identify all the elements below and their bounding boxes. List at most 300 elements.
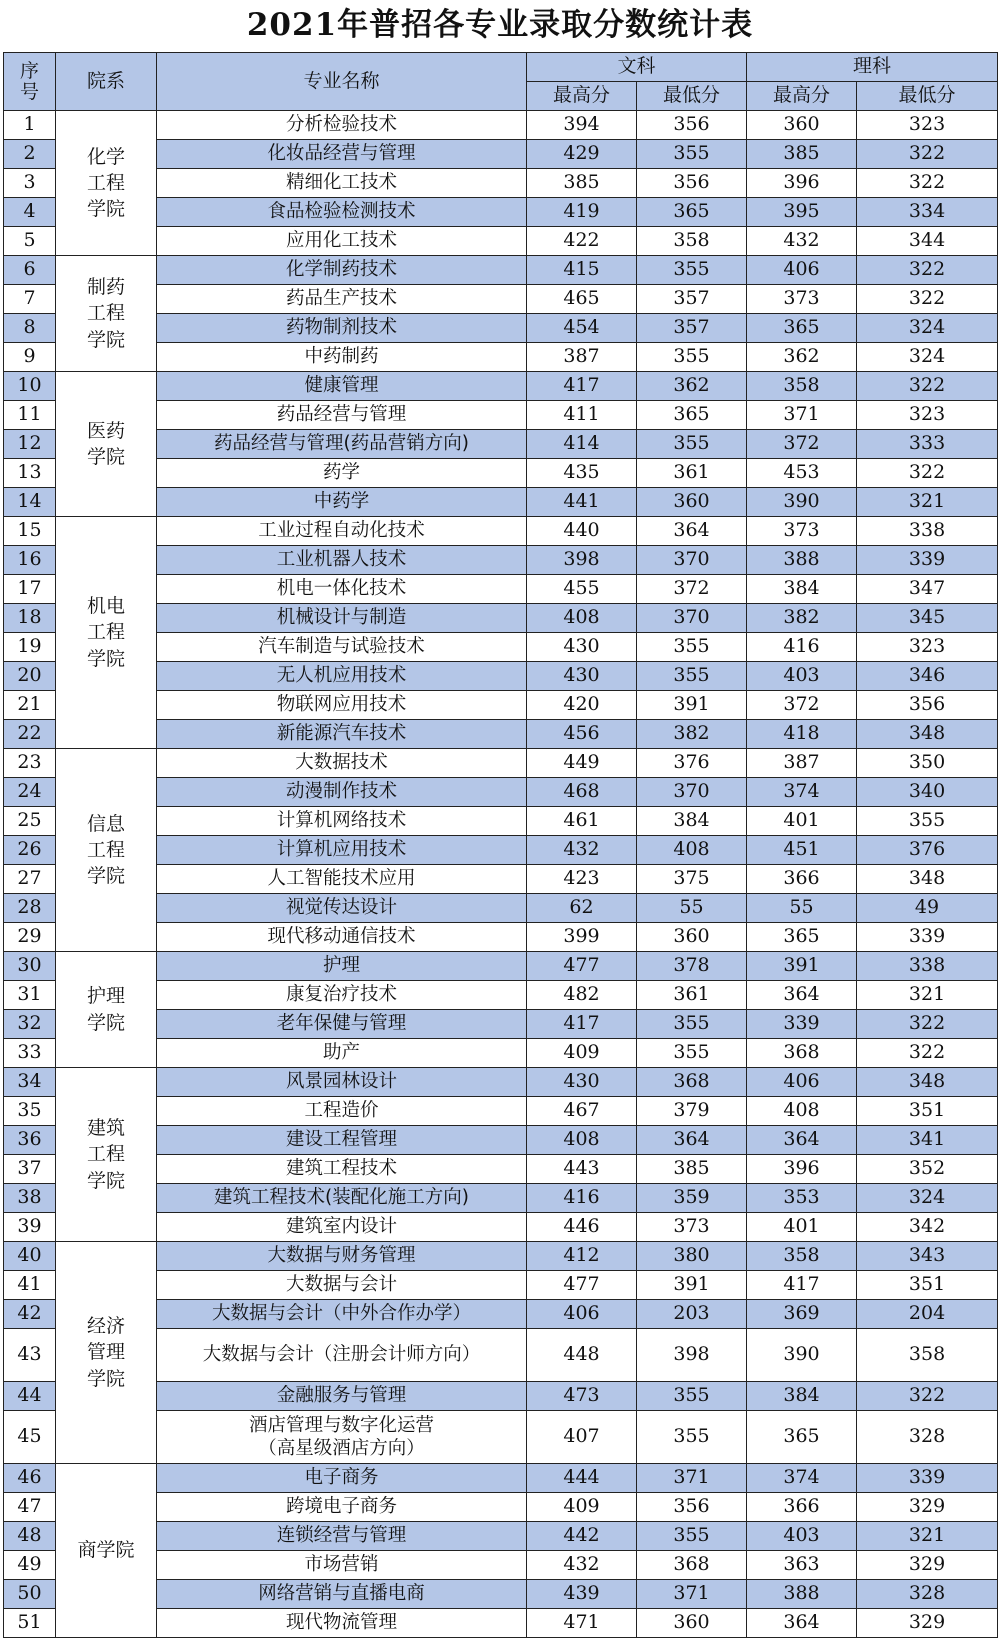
arts-max-cell: 471 — [527, 1609, 637, 1638]
seq-cell: 22 — [4, 720, 56, 749]
page-title: 2021年普招各专业录取分数统计表 — [246, 7, 754, 43]
major-cell: 现代物流管理 — [157, 1609, 527, 1638]
arts-max-cell: 394 — [527, 111, 637, 140]
arts-min-cell: 360 — [637, 488, 747, 517]
dept-cell — [56, 952, 157, 1068]
dept-name: 信息工程学院 — [86, 812, 125, 888]
major-cell: 物联网应用技术 — [157, 691, 527, 720]
arts-max-cell: 409 — [527, 1493, 637, 1522]
header-arts-min: 最低分 — [637, 82, 747, 111]
arts-max-cell: 385 — [527, 169, 637, 198]
major-cell: 现代移动通信技术 — [157, 923, 527, 952]
science-max-cell: 371 — [747, 401, 857, 430]
science-min-cell: 351 — [857, 1097, 998, 1126]
science-min-cell: 338 — [857, 517, 998, 546]
dept-cell — [56, 256, 157, 372]
seq-cell: 26 — [4, 836, 56, 865]
seq-cell: 10 — [4, 372, 56, 401]
table-row — [4, 111, 998, 140]
arts-min-cell: 373 — [637, 1213, 747, 1242]
arts-min-cell: 364 — [637, 1126, 747, 1155]
arts-max-cell: 467 — [527, 1097, 637, 1126]
arts-min-cell: 355 — [637, 1382, 747, 1411]
science-min-cell: 346 — [857, 662, 998, 691]
major-cell: 建筑工程技术 — [157, 1155, 527, 1184]
arts-min-cell: 370 — [637, 546, 747, 575]
science-min-cell: 49 — [857, 894, 998, 923]
seq-cell: 41 — [4, 1271, 56, 1300]
seq-cell: 35 — [4, 1097, 56, 1126]
table-body — [4, 111, 998, 1638]
seq-cell: 1 — [4, 111, 56, 140]
science-max-cell: 364 — [747, 1609, 857, 1638]
arts-min-cell: 360 — [637, 1609, 747, 1638]
science-min-cell: 351 — [857, 1271, 998, 1300]
major-cell: 食品检验检测技术 — [157, 198, 527, 227]
science-max-cell: 384 — [747, 575, 857, 604]
science-min-cell: 348 — [857, 1068, 998, 1097]
seq-cell: 40 — [4, 1242, 56, 1271]
science-max-cell: 403 — [747, 1522, 857, 1551]
science-max-cell: 388 — [747, 1580, 857, 1609]
table-row — [4, 749, 998, 778]
arts-max-cell: 414 — [527, 430, 637, 459]
major-cell: 健康管理 — [157, 372, 527, 401]
seq-cell: 5 — [4, 227, 56, 256]
science-min-cell: 345 — [857, 604, 998, 633]
arts-max-cell: 62 — [527, 894, 637, 923]
arts-min-cell: 356 — [637, 1493, 747, 1522]
science-max-cell: 360 — [747, 111, 857, 140]
science-min-cell: 322 — [857, 1382, 998, 1411]
science-max-cell: 339 — [747, 1010, 857, 1039]
science-min-cell: 324 — [857, 343, 998, 372]
science-max-cell: 368 — [747, 1039, 857, 1068]
science-max-cell: 365 — [747, 1411, 857, 1464]
science-min-cell: 321 — [857, 981, 998, 1010]
arts-min-cell: 355 — [637, 343, 747, 372]
arts-min-cell: 355 — [637, 662, 747, 691]
major-cell: 工业过程自动化技术 — [157, 517, 527, 546]
science-max-cell: 365 — [747, 314, 857, 343]
seq-cell: 44 — [4, 1382, 56, 1411]
header-arts: 文科 — [527, 53, 747, 82]
seq-cell: 38 — [4, 1184, 56, 1213]
arts-min-cell: 384 — [637, 807, 747, 836]
seq-cell: 34 — [4, 1068, 56, 1097]
science-max-cell: 384 — [747, 1382, 857, 1411]
science-max-cell: 358 — [747, 372, 857, 401]
arts-max-cell: 477 — [527, 952, 637, 981]
science-max-cell: 364 — [747, 981, 857, 1010]
dept-name: 经济管理学院 — [86, 1315, 125, 1390]
arts-max-cell: 468 — [527, 778, 637, 807]
major-cell: 中药制药 — [157, 343, 527, 372]
major-cell: 应用化工技术 — [157, 227, 527, 256]
header-major: 专业名称 — [157, 53, 527, 111]
arts-min-cell: 355 — [637, 633, 747, 662]
major-cell: 大数据与会计（中外合作办学） — [157, 1300, 527, 1329]
arts-max-cell: 439 — [527, 1580, 637, 1609]
dept-cell — [56, 749, 157, 952]
arts-max-cell: 444 — [527, 1464, 637, 1493]
major-cell: 药品生产技术 — [157, 285, 527, 314]
arts-max-cell: 443 — [527, 1155, 637, 1184]
science-min-cell: 342 — [857, 1213, 998, 1242]
dept-name: 商学院 — [77, 1539, 135, 1562]
major-cell: 建筑室内设计 — [157, 1213, 527, 1242]
arts-min-cell: 365 — [637, 198, 747, 227]
science-min-cell: 322 — [857, 169, 998, 198]
arts-min-cell: 362 — [637, 372, 747, 401]
arts-max-cell: 420 — [527, 691, 637, 720]
arts-max-cell: 435 — [527, 459, 637, 488]
arts-min-cell: 378 — [637, 952, 747, 981]
seq-cell: 32 — [4, 1010, 56, 1039]
arts-max-cell: 398 — [527, 546, 637, 575]
science-min-cell: 204 — [857, 1300, 998, 1329]
science-max-cell: 374 — [747, 1464, 857, 1493]
dept-name: 化学工程学院 — [86, 145, 125, 221]
major-cell: 护理 — [157, 952, 527, 981]
arts-min-cell: 376 — [637, 749, 747, 778]
arts-min-cell: 375 — [637, 865, 747, 894]
dept-cell — [56, 111, 157, 256]
science-max-cell: 362 — [747, 343, 857, 372]
major-cell: 助产 — [157, 1039, 527, 1068]
major-cell: 市场营销 — [157, 1551, 527, 1580]
arts-min-cell: 368 — [637, 1068, 747, 1097]
science-max-cell: 55 — [747, 894, 857, 923]
seq-cell: 13 — [4, 459, 56, 488]
major-cell: 精细化工技术 — [157, 169, 527, 198]
science-max-cell: 403 — [747, 662, 857, 691]
science-max-cell: 406 — [747, 256, 857, 285]
science-min-cell: 322 — [857, 372, 998, 401]
dept-name: 医药学院 — [86, 419, 125, 468]
science-min-cell: 358 — [857, 1329, 998, 1382]
seq-cell: 51 — [4, 1609, 56, 1638]
table-row — [4, 372, 998, 401]
arts-min-cell: 355 — [637, 140, 747, 169]
seq-cell: 12 — [4, 430, 56, 459]
arts-min-cell: 364 — [637, 517, 747, 546]
seq-cell: 11 — [4, 401, 56, 430]
major-cell: 汽车制造与试验技术 — [157, 633, 527, 662]
seq-cell: 21 — [4, 691, 56, 720]
science-min-cell: 323 — [857, 401, 998, 430]
score-table — [3, 52, 998, 1638]
arts-min-cell: 355 — [637, 1039, 747, 1068]
major-cell: 工业机器人技术 — [157, 546, 527, 575]
arts-max-cell: 446 — [527, 1213, 637, 1242]
science-max-cell: 372 — [747, 430, 857, 459]
science-min-cell: 376 — [857, 836, 998, 865]
arts-max-cell: 448 — [527, 1329, 637, 1382]
seq-cell: 33 — [4, 1039, 56, 1068]
science-max-cell: 374 — [747, 778, 857, 807]
major-cell: 网络营销与直播电商 — [157, 1580, 527, 1609]
header-science: 理科 — [747, 53, 998, 82]
arts-min-cell: 370 — [637, 778, 747, 807]
science-min-cell: 323 — [857, 633, 998, 662]
arts-max-cell: 432 — [527, 1551, 637, 1580]
seq-cell: 30 — [4, 952, 56, 981]
arts-min-cell: 55 — [637, 894, 747, 923]
science-max-cell: 417 — [747, 1271, 857, 1300]
seq-cell: 7 — [4, 285, 56, 314]
science-min-cell: 322 — [857, 140, 998, 169]
arts-max-cell: 408 — [527, 604, 637, 633]
seq-cell: 2 — [4, 140, 56, 169]
science-max-cell: 395 — [747, 198, 857, 227]
arts-min-cell: 355 — [637, 1010, 747, 1039]
science-max-cell: 418 — [747, 720, 857, 749]
arts-max-cell: 454 — [527, 314, 637, 343]
major-cell: 药学 — [157, 459, 527, 488]
table-row — [4, 952, 998, 981]
science-min-cell: 352 — [857, 1155, 998, 1184]
science-max-cell: 373 — [747, 285, 857, 314]
major-cell: 机械设计与制造 — [157, 604, 527, 633]
seq-cell: 43 — [4, 1329, 56, 1382]
science-min-cell: 347 — [857, 575, 998, 604]
arts-max-cell: 430 — [527, 1068, 637, 1097]
arts-min-cell: 360 — [637, 923, 747, 952]
major-cell: 药品经营与管理(药品营销方向) — [157, 430, 527, 459]
arts-max-cell: 415 — [527, 256, 637, 285]
arts-min-cell: 355 — [637, 1411, 747, 1464]
science-max-cell: 385 — [747, 140, 857, 169]
arts-min-cell: 355 — [637, 430, 747, 459]
seq-cell: 42 — [4, 1300, 56, 1329]
dept-cell — [56, 517, 157, 749]
arts-max-cell: 409 — [527, 1039, 637, 1068]
science-min-cell: 350 — [857, 749, 998, 778]
science-min-cell: 348 — [857, 865, 998, 894]
seq-cell: 29 — [4, 923, 56, 952]
science-max-cell: 390 — [747, 488, 857, 517]
science-min-cell: 339 — [857, 1464, 998, 1493]
dept-cell — [56, 372, 157, 517]
science-max-cell: 406 — [747, 1068, 857, 1097]
science-min-cell: 338 — [857, 952, 998, 981]
arts-min-cell: 355 — [637, 256, 747, 285]
science-max-cell: 358 — [747, 1242, 857, 1271]
seq-cell: 28 — [4, 894, 56, 923]
science-min-cell: 344 — [857, 227, 998, 256]
arts-min-cell: 379 — [637, 1097, 747, 1126]
science-min-cell: 324 — [857, 314, 998, 343]
major-cell: 大数据与会计（注册会计师方向） — [157, 1329, 527, 1382]
major-cell: 视觉传达设计 — [157, 894, 527, 923]
science-max-cell: 382 — [747, 604, 857, 633]
dept-cell — [56, 1242, 157, 1464]
science-min-cell: 356 — [857, 691, 998, 720]
major-cell: 中药学 — [157, 488, 527, 517]
seq-cell: 39 — [4, 1213, 56, 1242]
science-min-cell: 343 — [857, 1242, 998, 1271]
science-min-cell: 339 — [857, 923, 998, 952]
arts-min-cell: 357 — [637, 285, 747, 314]
seq-cell: 3 — [4, 169, 56, 198]
table-row — [4, 517, 998, 546]
major-cell: 老年保健与管理 — [157, 1010, 527, 1039]
science-max-cell: 390 — [747, 1329, 857, 1382]
major-cell: 建设工程管理 — [157, 1126, 527, 1155]
seq-cell: 16 — [4, 546, 56, 575]
major-cell: 康复治疗技术 — [157, 981, 527, 1010]
science-min-cell: 333 — [857, 430, 998, 459]
science-max-cell: 408 — [747, 1097, 857, 1126]
arts-min-cell: 370 — [637, 604, 747, 633]
science-min-cell: 329 — [857, 1493, 998, 1522]
arts-max-cell: 429 — [527, 140, 637, 169]
science-max-cell: 401 — [747, 1213, 857, 1242]
science-max-cell: 365 — [747, 923, 857, 952]
arts-min-cell: 372 — [637, 575, 747, 604]
science-min-cell: 340 — [857, 778, 998, 807]
science-min-cell: 322 — [857, 285, 998, 314]
arts-max-cell: 473 — [527, 1382, 637, 1411]
arts-max-cell: 461 — [527, 807, 637, 836]
science-min-cell: 322 — [857, 1039, 998, 1068]
seq-cell: 45 — [4, 1411, 56, 1464]
major-cell: 大数据技术 — [157, 749, 527, 778]
science-min-cell: 322 — [857, 256, 998, 285]
dept-name: 护理学院 — [86, 985, 125, 1034]
science-max-cell: 388 — [747, 546, 857, 575]
science-max-cell: 401 — [747, 807, 857, 836]
science-min-cell: 355 — [857, 807, 998, 836]
arts-min-cell: 361 — [637, 981, 747, 1010]
major-cell: 工程造价 — [157, 1097, 527, 1126]
dept-cell — [56, 1464, 157, 1638]
science-min-cell: 329 — [857, 1551, 998, 1580]
dept-name: 建筑工程学院 — [86, 1117, 125, 1192]
seq-cell: 37 — [4, 1155, 56, 1184]
science-min-cell: 334 — [857, 198, 998, 227]
science-min-cell: 339 — [857, 546, 998, 575]
arts-max-cell: 477 — [527, 1271, 637, 1300]
science-min-cell: 328 — [857, 1411, 998, 1464]
science-min-cell: 322 — [857, 459, 998, 488]
major-cell: 人工智能技术应用 — [157, 865, 527, 894]
seq-cell: 19 — [4, 633, 56, 662]
science-max-cell: 372 — [747, 691, 857, 720]
seq-cell: 48 — [4, 1522, 56, 1551]
seq-cell: 9 — [4, 343, 56, 372]
arts-min-cell: 361 — [637, 459, 747, 488]
major-cell: 无人机应用技术 — [157, 662, 527, 691]
arts-min-cell: 380 — [637, 1242, 747, 1271]
header-science-max: 最高分 — [747, 82, 857, 111]
science-min-cell: 324 — [857, 1184, 998, 1213]
arts-min-cell: 398 — [637, 1329, 747, 1382]
arts-max-cell: 432 — [527, 836, 637, 865]
arts-min-cell: 371 — [637, 1580, 747, 1609]
science-max-cell: 353 — [747, 1184, 857, 1213]
major-cell: 建筑工程技术(装配化施工方向) — [157, 1184, 527, 1213]
seq-cell: 4 — [4, 198, 56, 227]
major-cell: 酒店管理与数字化运营 （高星级酒店方向） — [157, 1411, 527, 1464]
arts-max-cell: 412 — [527, 1242, 637, 1271]
arts-max-cell: 423 — [527, 865, 637, 894]
seq-cell: 27 — [4, 865, 56, 894]
arts-min-cell: 358 — [637, 227, 747, 256]
arts-min-cell: 385 — [637, 1155, 747, 1184]
science-min-cell: 323 — [857, 111, 998, 140]
major-cell: 机电一体化技术 — [157, 575, 527, 604]
arts-min-cell: 365 — [637, 401, 747, 430]
arts-min-cell: 356 — [637, 111, 747, 140]
science-max-cell: 453 — [747, 459, 857, 488]
seq-cell: 6 — [4, 256, 56, 285]
arts-max-cell: 387 — [527, 343, 637, 372]
science-min-cell: 329 — [857, 1609, 998, 1638]
major-cell: 跨境电子商务 — [157, 1493, 527, 1522]
arts-max-cell: 408 — [527, 1126, 637, 1155]
arts-min-cell: 359 — [637, 1184, 747, 1213]
arts-min-cell: 203 — [637, 1300, 747, 1329]
arts-max-cell: 440 — [527, 517, 637, 546]
arts-min-cell: 391 — [637, 1271, 747, 1300]
seq-cell: 49 — [4, 1551, 56, 1580]
arts-max-cell: 419 — [527, 198, 637, 227]
seq-cell: 17 — [4, 575, 56, 604]
seq-cell: 46 — [4, 1464, 56, 1493]
arts-min-cell: 371 — [637, 1464, 747, 1493]
arts-max-cell: 422 — [527, 227, 637, 256]
arts-max-cell: 465 — [527, 285, 637, 314]
arts-max-cell: 417 — [527, 372, 637, 401]
arts-max-cell: 441 — [527, 488, 637, 517]
header-arts-max: 最高分 — [527, 82, 637, 111]
major-cell: 计算机网络技术 — [157, 807, 527, 836]
arts-max-cell: 455 — [527, 575, 637, 604]
arts-max-cell: 416 — [527, 1184, 637, 1213]
seq-cell: 47 — [4, 1493, 56, 1522]
science-max-cell: 373 — [747, 517, 857, 546]
science-max-cell: 396 — [747, 169, 857, 198]
major-cell: 分析检验技术 — [157, 111, 527, 140]
arts-min-cell: 391 — [637, 691, 747, 720]
major-cell: 化妆品经营与管理 — [157, 140, 527, 169]
arts-max-cell: 399 — [527, 923, 637, 952]
major-cell: 计算机应用技术 — [157, 836, 527, 865]
arts-max-cell: 407 — [527, 1411, 637, 1464]
seq-cell: 36 — [4, 1126, 56, 1155]
arts-min-cell: 355 — [637, 1522, 747, 1551]
major-cell: 大数据与会计 — [157, 1271, 527, 1300]
arts-max-cell: 449 — [527, 749, 637, 778]
major-cell: 连锁经营与管理 — [157, 1522, 527, 1551]
major-cell: 新能源汽车技术 — [157, 720, 527, 749]
dept-name: 制药工程学院 — [86, 276, 125, 351]
arts-max-cell: 430 — [527, 662, 637, 691]
table-row — [4, 1242, 998, 1271]
seq-cell: 18 — [4, 604, 56, 633]
arts-min-cell: 382 — [637, 720, 747, 749]
science-max-cell: 366 — [747, 1493, 857, 1522]
dept-name: 机电工程学院 — [86, 595, 125, 670]
header-science-min: 最低分 — [857, 82, 998, 111]
major-cell: 风景园林设计 — [157, 1068, 527, 1097]
science-max-cell: 391 — [747, 952, 857, 981]
major-cell: 药品经营与管理 — [157, 401, 527, 430]
seq-cell: 25 — [4, 807, 56, 836]
science-max-cell: 451 — [747, 836, 857, 865]
